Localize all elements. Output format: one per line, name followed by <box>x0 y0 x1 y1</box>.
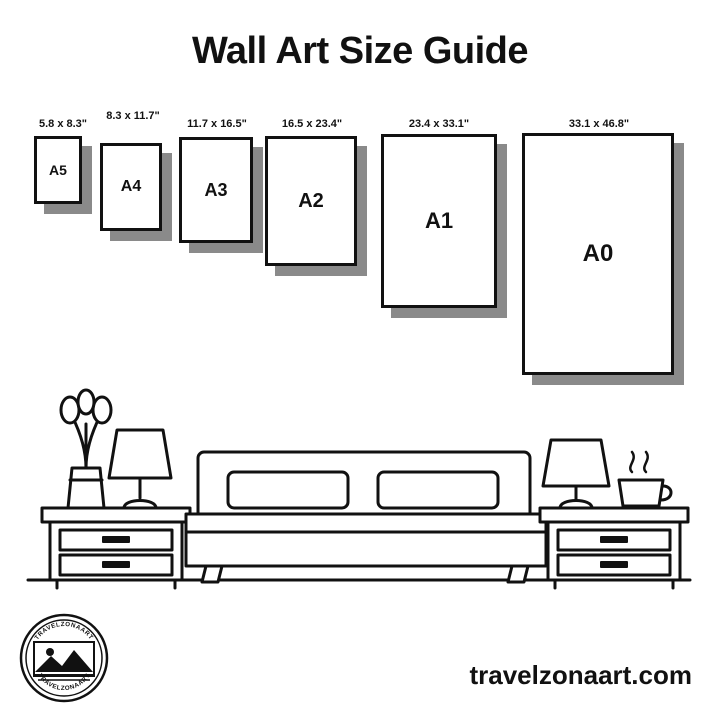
right-nightstand <box>540 508 688 588</box>
logo-text-top: TRAVELZONAART <box>33 620 95 642</box>
bed <box>186 452 546 582</box>
frame-size-name: A0 <box>582 240 614 267</box>
frame-dimensions-label: 11.7 x 16.5" <box>187 118 247 130</box>
left-lamp <box>109 430 171 508</box>
frame-size-name: A4 <box>120 178 142 195</box>
page-title: Wall Art Size Guide <box>191 30 529 72</box>
frame-size-name: A1 <box>424 208 454 233</box>
coffee-cup <box>619 452 671 506</box>
frame-size-name: A5 <box>49 162 67 178</box>
frame-box <box>265 136 357 266</box>
website-url: travelzonaart.com <box>469 660 692 690</box>
brand-logo <box>18 612 110 704</box>
logo-text-bottom: TRAVELZONAART <box>36 672 92 693</box>
frame-box <box>381 134 497 308</box>
frame-box <box>34 136 82 204</box>
frame-dimensions-label: 8.3 x 11.7" <box>106 110 160 122</box>
frame-dimensions-label: 33.1 x 46.8" <box>568 118 630 130</box>
frame-box <box>179 137 253 243</box>
frame-box <box>100 143 162 231</box>
bedroom-illustration <box>0 380 720 610</box>
flower-vase <box>61 390 111 508</box>
frame-dimensions-label: 23.4 x 33.1" <box>408 118 470 130</box>
frame-dimensions-label: 16.5 x 23.4" <box>281 118 343 130</box>
frame-size-name: A2 <box>298 190 324 212</box>
frame-dimensions-label: 5.8 x 8.3" <box>38 118 88 130</box>
frame-box <box>522 133 674 375</box>
frame-size-name: A3 <box>204 180 228 200</box>
left-nightstand <box>42 508 190 588</box>
right-lamp <box>543 440 609 508</box>
